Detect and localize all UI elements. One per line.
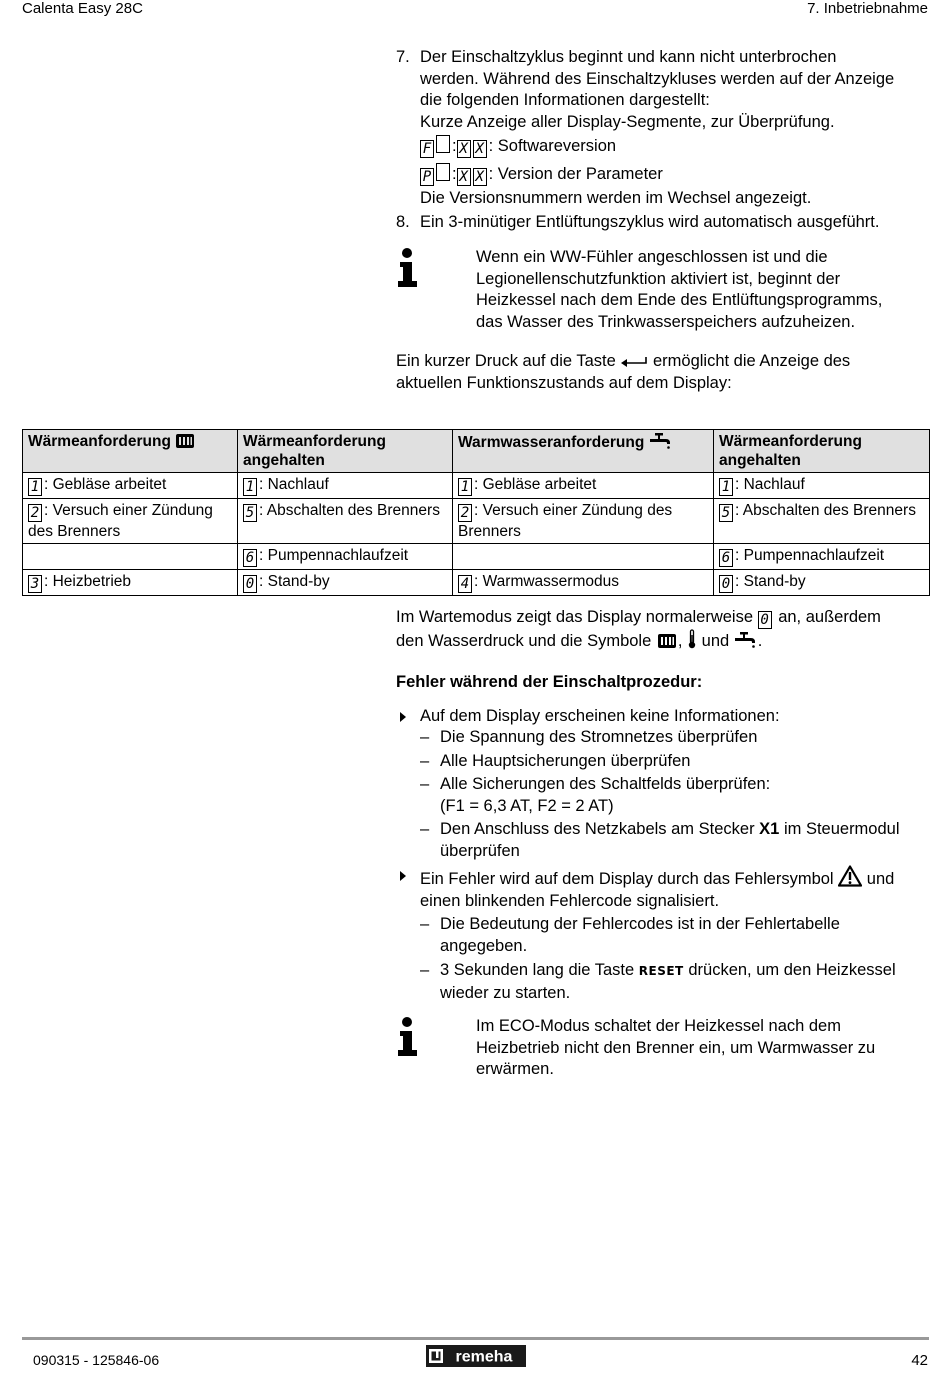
- error-bullet-2: Ein Fehler wird auf dem Display durch das Fehlersymbol und einen blinkenden Fehlercode signalisiert.: [396, 865, 930, 912]
- info-icon: [396, 1016, 422, 1056]
- step-7: [396, 47, 930, 210]
- errors-title: Fehler während der Einschaltprozedur:: [396, 673, 703, 691]
- segment-char: 5: [243, 504, 257, 522]
- segment-char: 0: [719, 575, 733, 593]
- table-cell: [453, 570, 714, 596]
- cell-text: : Warmwassermodus: [474, 573, 619, 590]
- enter-arrow-icon: [620, 355, 648, 369]
- info-2-line-3: erwärmen.: [476, 1060, 554, 1078]
- table-cell: [238, 499, 453, 544]
- cell-text: : Stand-by: [735, 573, 806, 590]
- table-cell: [23, 570, 238, 596]
- info-icon: [396, 247, 422, 287]
- segment-char: 6: [719, 549, 733, 567]
- wait-mode-paragraph: [396, 607, 930, 653]
- cell-text: : Versuch einer Zündung des Brenners: [458, 502, 673, 540]
- tap-icon: [734, 631, 758, 649]
- step-8-number: 8.: [396, 212, 410, 231]
- table-header-cell: Wärmeanforderung angehalten: [714, 430, 930, 473]
- cell-text: : Stand-by: [259, 573, 330, 590]
- segment-char-x: X: [457, 140, 471, 158]
- radiator-icon: [656, 633, 678, 649]
- error-dash-item: – Alle Hauptsicherungen überprüfen: [420, 751, 691, 770]
- parameter-version-text: : Version der Parameter: [488, 165, 663, 183]
- wait-text-3: den Wasserdruck und die Symbole: [396, 632, 652, 650]
- table-header-cell: Wärmeanforderung: [23, 430, 238, 473]
- press-text-2: ermöglicht die Anzeige des: [652, 352, 851, 370]
- bullet-arrow-icon: [400, 871, 406, 881]
- table-cell: [714, 499, 930, 544]
- segment-char: 5: [719, 504, 733, 522]
- table-cell: [453, 499, 714, 544]
- press-text-1: Ein kurzer Druck auf die Taste: [396, 352, 616, 370]
- warning-icon: [838, 865, 862, 887]
- footer-doc-number: 090315 - 125846-06: [33, 1352, 160, 1368]
- reset-key-label: RESET: [638, 964, 684, 978]
- error-bullet-1-text: Auf dem Display erscheinen keine Informationen:: [420, 706, 780, 725]
- table-cell: [238, 544, 453, 570]
- segment-colon: :: [452, 165, 457, 183]
- error-dash-item: – Die Bedeutung der Fehlercodes ist in der Fehlertabelle angegeben.: [420, 915, 840, 955]
- press-text-3: aktuellen Funktionszustands auf dem Display:: [396, 373, 732, 392]
- table-cell: [453, 473, 714, 499]
- cell-text: : Pumpennachlaufzeit: [259, 547, 409, 564]
- cell-text: : Pumpennachlaufzeit: [735, 547, 885, 564]
- table-cell: [23, 499, 238, 544]
- steps-list: [396, 47, 930, 233]
- header-doc-title: Calenta Easy 28C: [22, 0, 143, 17]
- wait-text-2: an, außerdem: [778, 608, 881, 626]
- status-table: [22, 429, 930, 596]
- info-2-line-2: Heizbetrieb nicht den Brenner ein, um Warmwasser zu: [476, 1038, 876, 1057]
- header-chapter: 7. Inbetriebnahme: [807, 0, 928, 17]
- bullet-arrow-icon: [400, 712, 406, 722]
- info-2-line-1: Im ECO-Modus schaltet der Heizkessel nach dem: [476, 1017, 841, 1035]
- segment-char: 1: [243, 478, 257, 496]
- error-dash-item: – Die Spannung des Stromnetzes überprüfen: [420, 728, 758, 746]
- software-version-text: : Softwareversion: [488, 137, 617, 155]
- segment-char: 1: [719, 478, 733, 496]
- step-8-text: Ein 3-minütiger Entlüftungszyklus wird automatisch ausgeführt.: [420, 212, 880, 231]
- segment-char: 6: [243, 549, 257, 567]
- remeha-logo: [426, 1345, 526, 1367]
- table-header-cell: Wärmeanforderung angehalten: [238, 430, 453, 473]
- segment-char: 1: [458, 478, 472, 496]
- segment-char-0: 0: [758, 611, 772, 629]
- table-cell: [23, 544, 238, 570]
- segment-char: 2: [458, 504, 472, 522]
- table-cell: [238, 570, 453, 596]
- wait-dot: .: [757, 632, 763, 650]
- cell-text: : Abschalten des Brenners: [735, 502, 916, 519]
- svg-text:remeha: remeha: [455, 1348, 513, 1366]
- step-8: [396, 212, 930, 234]
- table-cell: [714, 570, 930, 596]
- step-7-line-7: Die Versionsnummern werden im Wechsel angezeigt.: [420, 189, 812, 207]
- thermometer-icon: [687, 629, 697, 649]
- table-row: [23, 499, 930, 544]
- info-note-eco: [396, 1016, 930, 1081]
- segment-blank: [436, 135, 450, 153]
- page-number: 42: [911, 1352, 928, 1369]
- table-header-cell: Warmwasseranforderung: [453, 430, 714, 473]
- segment-char-p: P: [420, 168, 434, 186]
- table-row: [23, 544, 930, 570]
- segment-char: 0: [243, 575, 257, 593]
- error-dash-item: – 3 Sekunden lang die Taste RESET drücken, um den Heizkessel wieder zu starten.: [420, 961, 896, 1002]
- footer-divider: [22, 1337, 929, 1340]
- wait-text-1: Im Wartemodus zeigt das Display normalerweise: [396, 608, 754, 626]
- cell-text: : Versuch einer Zündung des Brenners: [28, 502, 213, 540]
- segment-char-x: X: [473, 140, 487, 158]
- info-1-line-4: das Wasser des Trinkwasserspeichers aufzuheizen.: [476, 312, 856, 331]
- segment-colon: :: [452, 137, 457, 155]
- segment-char: 4: [458, 575, 472, 593]
- wait-und: und: [701, 632, 730, 650]
- connector-x1-label: X1: [759, 820, 780, 838]
- error-bullet-1: [396, 706, 930, 728]
- table-cell: [238, 473, 453, 499]
- radiator-icon: [175, 433, 195, 449]
- cell-text: : Gebläse arbeitet: [44, 476, 167, 493]
- table-header-row: [23, 430, 930, 473]
- cell-text: : Heizbetrieb: [44, 573, 132, 590]
- table-cell: [714, 473, 930, 499]
- info-1-line-2: Legionellenschutzfunktion aktiviert ist, beginnt der: [476, 269, 841, 288]
- cell-text: : Nachlauf: [735, 476, 805, 493]
- step-7-line-2: werden. Während des Einschaltzykluses werden auf der Anzeige: [420, 69, 895, 88]
- cell-text: : Nachlauf: [259, 476, 329, 493]
- error-dash-item: – Den Anschluss des Netzkabels am Stecker X1 im Steuermodul überprüfen: [420, 820, 900, 860]
- table-cell: [453, 544, 714, 570]
- errors-section: [396, 672, 930, 1004]
- segment-blank: [436, 163, 450, 181]
- wait-comma: ,: [677, 632, 683, 650]
- table-cell: [714, 544, 930, 570]
- step-7-line-4: Kurze Anzeige aller Display-Segmente, zur Überprüfung.: [420, 112, 835, 131]
- key-press-paragraph: [396, 351, 930, 394]
- table-row: [23, 570, 930, 596]
- step-7-number: 7.: [396, 48, 410, 66]
- software-version-line: [420, 135, 930, 158]
- table-cell: [23, 473, 238, 499]
- segment-char: 1: [28, 478, 42, 496]
- segment-char-x: X: [457, 168, 471, 186]
- info-note-legionella: [396, 247, 930, 333]
- segment-char-f: F: [420, 140, 434, 158]
- step-7-line-1: Der Einschaltzyklus beginnt und kann nicht unterbrochen: [420, 48, 837, 66]
- step-7-line-3: die folgenden Informationen dargestellt:: [420, 91, 710, 109]
- segment-char: 2: [28, 504, 42, 522]
- tap-icon: [649, 432, 673, 450]
- table-row: [23, 473, 930, 499]
- segment-char-x: X: [473, 168, 487, 186]
- cell-text: : Gebläse arbeitet: [474, 476, 597, 493]
- info-1-line-1: Wenn ein WW-Fühler angeschlossen ist und die: [476, 248, 828, 266]
- cell-text: : Abschalten des Brenners: [259, 502, 440, 519]
- info-1-line-3: Heizkessel nach dem Ende des Entlüftungsprogramms,: [476, 291, 883, 309]
- error-dash-item: – Alle Sicherungen des Schaltfelds überprüfen: (F1 = 6,3 AT, F2 = 2 AT): [420, 775, 771, 815]
- parameter-version-line: [420, 163, 930, 186]
- segment-char: 3: [28, 575, 42, 593]
